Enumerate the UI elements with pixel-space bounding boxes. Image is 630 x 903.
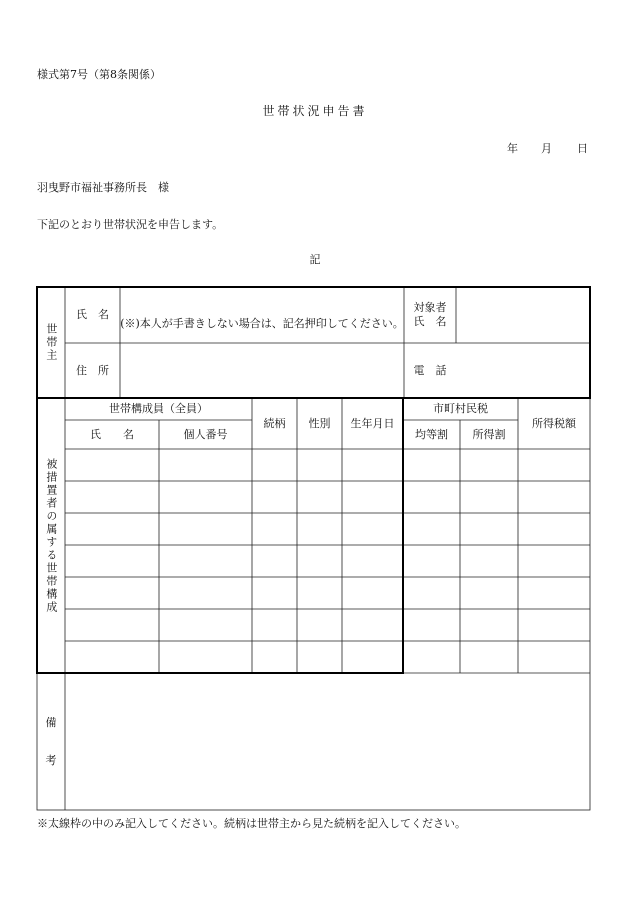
col-name: 氏 名 xyxy=(90,427,134,441)
document-title: 世帯状況申告書 xyxy=(262,104,368,118)
intro-text: 下記のとおり世帯状況を申告します。 xyxy=(37,218,224,231)
addressee: 羽曳野市福祉事務所長 様 xyxy=(37,181,169,194)
remarks-field[interactable] xyxy=(65,673,590,810)
target-label-line1: 対象者 xyxy=(413,301,447,315)
date-month-label: 月 xyxy=(541,142,552,155)
target-name-field[interactable] xyxy=(456,287,590,343)
remarks-label-line1: 備 xyxy=(45,715,57,729)
footnote: ※太線枠の中のみ記入してください。続柄は世帯主から見た続柄を記入してください。 xyxy=(37,817,466,830)
phone-field[interactable] xyxy=(456,343,590,398)
date-day-label: 日 xyxy=(577,142,588,155)
target-name-label xyxy=(404,287,456,343)
col-income-levy: 所得割 xyxy=(472,427,506,441)
col-relationship: 続柄 xyxy=(263,416,286,430)
address-label: 住 所 xyxy=(76,363,109,377)
remarks-label xyxy=(37,673,65,810)
col-per-capita: 均等割 xyxy=(415,427,448,441)
members-section-label: 被措置者の属する世帯構成 xyxy=(44,457,58,614)
members-group-header: 世帯構成員（全員） xyxy=(109,402,208,416)
name-label: 氏 名 xyxy=(76,308,109,322)
phone-label: 電 話 xyxy=(413,363,447,377)
col-gender: 性別 xyxy=(308,416,331,430)
ki-heading: 記 xyxy=(309,253,321,266)
tax-group-header: 市町村民税 xyxy=(433,402,488,416)
target-label-line2: 氏 名 xyxy=(413,315,447,328)
col-birthdate: 生年月日 xyxy=(350,416,395,430)
member-rows-area[interactable] xyxy=(65,449,590,673)
name-note: (※)本人が手書きしない場合は、記名押印してください。 xyxy=(120,317,404,331)
date-year-label: 年 xyxy=(507,142,518,155)
col-income-tax: 所得税額 xyxy=(532,416,576,430)
remarks-label-line2: 考 xyxy=(45,753,57,767)
householder-section-label: 世帯主 xyxy=(44,323,58,362)
form-id: 様式第7号（第8条関係） xyxy=(37,68,161,81)
col-personal-number: 個人番号 xyxy=(183,427,228,441)
address-field[interactable] xyxy=(120,343,404,398)
